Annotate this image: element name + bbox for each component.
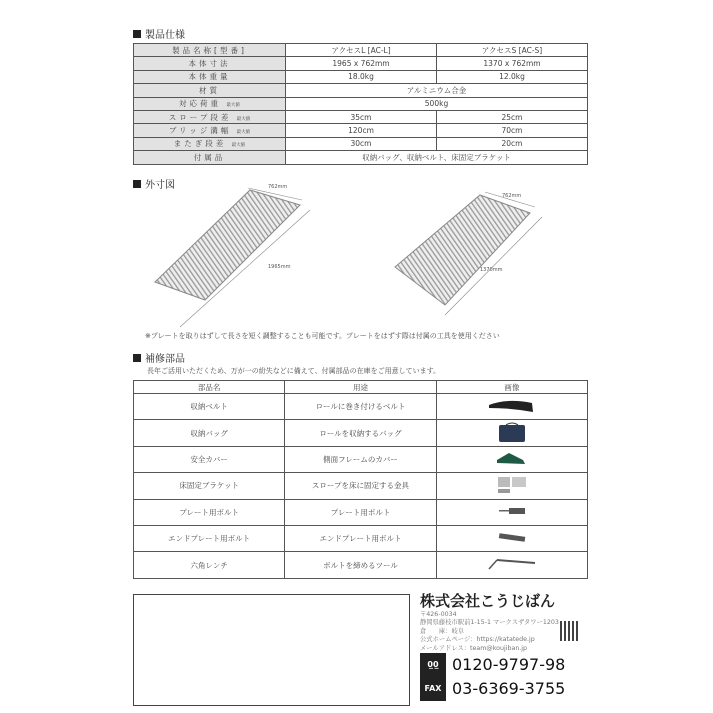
label-text: 対応荷重	[179, 99, 222, 109]
spec-row	[134, 70, 588, 83]
part-use: エンドプレート用ボルト	[285, 525, 436, 551]
part-photo	[495, 450, 529, 468]
freedial-icon: 0̲0̲	[420, 653, 446, 677]
spec-row	[134, 84, 588, 97]
square-bullet-icon	[133, 30, 141, 38]
spec-value: アルミニウム合金	[286, 84, 588, 97]
freedial	[420, 653, 605, 677]
part-photo	[497, 421, 527, 445]
l-length-label: 1965mm	[268, 264, 291, 270]
spec-label	[134, 70, 286, 83]
website[interactable]: 公式ホームページ：https://katatede.jp	[420, 636, 535, 644]
spec-label	[134, 57, 286, 70]
part-use: プレート用ボルト	[285, 499, 436, 525]
ramp-l-drawing	[150, 180, 350, 330]
label-text: ブリッジ溝幅	[168, 126, 232, 136]
parts-header-row	[134, 381, 588, 394]
spec-title: 製品仕様	[145, 30, 185, 41]
spec-value-l: 18.0kg	[286, 70, 437, 83]
part-image	[436, 473, 587, 499]
email[interactable]: メールアドレス：team@koujiban.jp	[420, 644, 528, 652]
spec-value-s: アクセスS [AC-S]	[437, 44, 588, 57]
spec-value-s: 25cm	[437, 110, 588, 123]
company-name: 株式会社こうじばん	[420, 592, 556, 610]
square-bullet-icon	[133, 354, 141, 362]
max-note: 最大値	[236, 116, 251, 122]
part-image	[436, 394, 587, 420]
part-name: 安全カバー	[134, 446, 285, 472]
l-width-label: 762mm	[268, 184, 288, 190]
part-photo	[494, 474, 530, 498]
parts-row	[134, 446, 588, 472]
spec-value-s: 12.0kg	[437, 70, 588, 83]
parts-table	[133, 380, 588, 579]
spec-label	[134, 124, 286, 137]
part-use: ロールに巻き付けるベルト	[285, 394, 436, 420]
col-header: 部品名	[134, 381, 285, 394]
spec-row	[134, 97, 588, 110]
part-image	[436, 446, 587, 472]
part-image	[436, 420, 587, 446]
s-length-label: 1370mm	[480, 267, 503, 273]
ramp-s-drawing	[390, 185, 570, 335]
fax-number: 03-6369-3755	[452, 679, 566, 699]
part-image	[436, 499, 587, 525]
part-name: エンドプレート用ボルト	[134, 525, 285, 551]
col-header: 画像	[436, 381, 587, 394]
spec-row	[134, 57, 588, 70]
max-note: 最大値	[231, 143, 246, 149]
spec-value-s: 20cm	[437, 137, 588, 150]
parts-title: 補修部品	[145, 354, 185, 365]
spec-label	[134, 137, 286, 150]
part-use: ロールを収納するバッグ	[285, 420, 436, 446]
part-name: 収納バッグ	[134, 420, 285, 446]
spec-value-l: 35cm	[286, 110, 437, 123]
part-use: 側面フレームのカバー	[285, 446, 436, 472]
parts-row	[134, 525, 588, 551]
label-text: 製品名称[型番]	[172, 45, 247, 55]
blank-stamp-box	[133, 594, 410, 706]
spec-value-l: アクセスL [AC-L]	[286, 44, 437, 57]
parts-row	[134, 394, 588, 420]
part-photo	[497, 533, 527, 545]
part-photo	[487, 557, 537, 573]
spec-value-s: 70cm	[437, 124, 588, 137]
part-name: 六角レンチ	[134, 552, 285, 578]
label-text: またぎ段差	[173, 139, 227, 149]
dims-note: ※プレートを取りはずして長さを短く調整することも可能です。プレートをはずす際は付属の工具を使用ください	[145, 332, 500, 340]
spec-value-l: 1965 x 762mm	[286, 57, 437, 70]
parts-intro: 長年ご活用いただくため、万が一の紛失などに備えて、付属部品の在庫をご用意しています。	[147, 367, 441, 375]
qr-code	[560, 621, 580, 641]
label-text: 本体重量	[188, 72, 231, 82]
part-photo	[487, 398, 537, 416]
parts-row	[134, 420, 588, 446]
label-text: 付属品	[193, 152, 226, 162]
label-text: 本体寸法	[188, 59, 231, 69]
part-name: 収納ベルト	[134, 394, 285, 420]
spec-table	[133, 43, 588, 165]
col-header: 用途	[285, 381, 436, 394]
part-photo	[497, 506, 527, 518]
parts-row	[134, 473, 588, 499]
max-note: 最大値	[236, 130, 251, 136]
part-use: スロープを床に固定する金具	[285, 473, 436, 499]
spec-value-l: 120cm	[286, 124, 437, 137]
spec-section-title	[133, 26, 185, 41]
company-info	[420, 590, 605, 701]
parts-section-title	[133, 350, 185, 365]
label-text: 材質	[199, 85, 220, 95]
part-name: 床固定ブラケット	[134, 473, 285, 499]
part-name: プレート用ボルト	[134, 499, 285, 525]
warehouse: 倉 庫：岐阜	[420, 627, 465, 635]
part-image	[436, 525, 587, 551]
spec-value-l: 30cm	[286, 137, 437, 150]
spec-label	[134, 110, 286, 123]
spec-label	[134, 151, 286, 164]
spec-row	[134, 151, 588, 164]
spec-label	[134, 97, 286, 110]
spec-value: 500kg	[286, 97, 588, 110]
address: 静岡県藤枝市駅前1-15-1 マークスザタワー1203	[420, 619, 559, 627]
spec-value-s: 1370 x 762mm	[437, 57, 588, 70]
dims-title: 外寸図	[145, 180, 175, 191]
spec-row	[134, 110, 588, 123]
spec-row	[134, 44, 588, 57]
square-bullet-icon	[133, 180, 141, 188]
zip: 〒426-0034	[420, 611, 457, 618]
parts-row	[134, 499, 588, 525]
spec-row	[134, 137, 588, 150]
part-use: ボルトを締めるツール	[285, 552, 436, 578]
spec-label	[134, 44, 286, 57]
max-note: 最大値	[226, 103, 240, 109]
s-width-label: 762mm	[502, 193, 522, 199]
part-image	[436, 552, 587, 578]
tel-number: 0120-9797-98	[452, 655, 566, 675]
parts-row	[134, 552, 588, 578]
fax-icon: FAX	[420, 677, 446, 701]
fax	[420, 677, 605, 701]
label-text: スロープ段差	[168, 112, 232, 122]
spec-label	[134, 84, 286, 97]
spec-row	[134, 124, 588, 137]
spec-value: 収納バッグ、収納ベルト、床固定ブラケット	[286, 151, 588, 164]
